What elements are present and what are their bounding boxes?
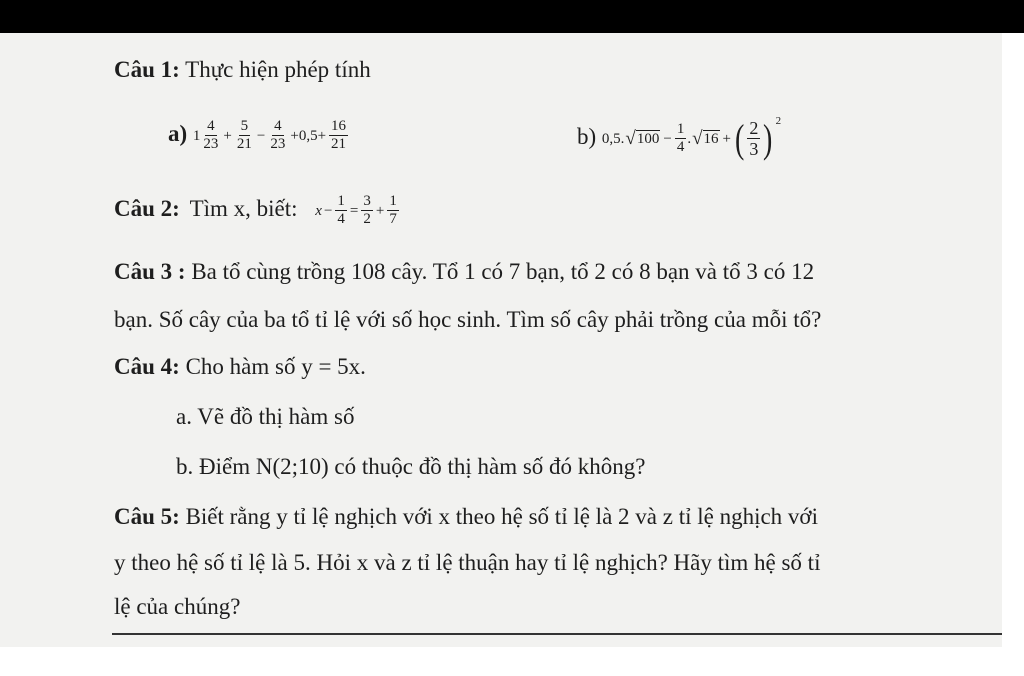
q1b-fraction-2: $\frac{2}{3}$ [749, 118, 759, 159]
q1b-fraction-1: $\frac{1}{4}$ [676, 121, 685, 155]
question-5-line-2 [114, 549, 820, 577]
top-black-bar [0, 0, 1024, 33]
question-4a-text: a. Vẽ đồ thị hàm số [176, 404, 355, 429]
question-2-equation: x − $\frac{1}{4}$ = $\frac{3}{2}$ + $\frac{1}{7}$ [315, 193, 397, 227]
q1b-exponent: 2 [775, 114, 782, 127]
question-2 [114, 193, 400, 228]
question-1a-label: a) [168, 120, 188, 146]
q1a-whole: 1 [192, 127, 201, 144]
question-5-text-1: Biết rằng y tỉ lệ nghịch với x theo hệ số tỉ lệ là 2 và z tỉ lệ nghịch với [185, 504, 818, 529]
question-1-label: Câu 1: [114, 57, 180, 82]
question-1b-label: b) [577, 123, 597, 149]
question-1a [168, 118, 349, 153]
question-5-text-2: y theo hệ số tỉ lệ là 5. Hỏi x và z tỉ lệ thuận hay tỉ lệ nghịch? Hãy tìm hệ số tỉ [114, 550, 821, 575]
question-4-label: Câu 4: [114, 354, 180, 379]
q2-fraction-2: $\frac{3}{2}$ [363, 193, 371, 227]
question-1b [577, 114, 782, 161]
q1a-fraction-4: $\frac{16}{21}$ [331, 118, 347, 152]
question-3-text-2: bạn. Số cây của ba tổ tỉ lệ với số học sinh. Tìm số cây phải trồng của mỗi tổ? [114, 307, 822, 332]
q1b-sqrt-1: √ 100 [625, 128, 660, 149]
q2-fraction-1: $\frac{1}{4}$ [337, 193, 345, 227]
question-5-line-1 [114, 503, 818, 531]
question-2-label: Câu 2: [114, 195, 180, 221]
question-4-heading [114, 353, 366, 381]
question-4-text: Cho hàm số y = 5x. [185, 354, 366, 379]
question-4b-text: b. Điểm N(2;10) có thuộc đồ thị hàm số đó không? [176, 454, 646, 479]
right-margin [1002, 33, 1024, 676]
question-4a [176, 403, 354, 431]
q1b-sqrt-2: √ 16 [692, 128, 719, 149]
question-1-title: Thực hiện phép tính [185, 57, 371, 82]
q1a-fraction-2: $\frac{5}{21}$ [236, 118, 252, 152]
question-3-label: Câu 3 : [114, 259, 186, 284]
question-3-line-1 [114, 258, 814, 286]
question-1-heading [114, 56, 371, 84]
q1a-fraction-3: $\frac{4}{23}$ [270, 118, 286, 152]
question-2-text: Tìm x, biết: [189, 195, 298, 221]
q2-fraction-3: $\frac{1}{7}$ [389, 193, 397, 227]
q1a-fraction-1: $\frac{4}{23}$ [203, 118, 219, 152]
question-1b-expression: 0,5. √ 100 − $\frac{1}{4}$ . √ 16 + ( $\frac{2}{3}$ ) 2 [602, 118, 781, 159]
question-5-text-3: lệ của chúng? [114, 594, 241, 619]
question-3-line-2 [114, 306, 821, 334]
bottom-margin [0, 647, 1024, 676]
footer-rule [112, 633, 1002, 635]
question-5-line-3 [114, 593, 240, 621]
question-3-text-1: Ba tổ cùng trồng 108 cây. Tổ 1 có 7 bạn, tổ 2 có 8 bạn và tổ 3 có 12 [191, 259, 815, 284]
question-1a-expression: 1 $\frac{4}{23}$ + $\frac{5}{21}$ − $\frac{4}{23}$ +0,5+ $\frac{16}{21}$ [192, 118, 347, 152]
question-5-label: Câu 5: [114, 504, 180, 529]
question-4b [176, 453, 646, 481]
